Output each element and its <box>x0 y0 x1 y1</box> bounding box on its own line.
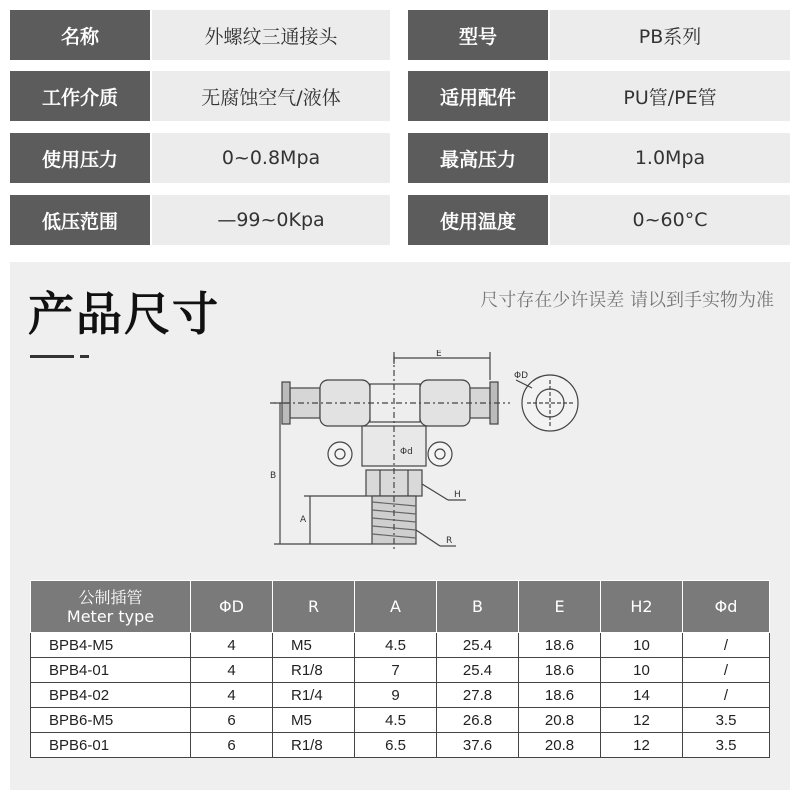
cell-B: 25.4 <box>437 633 519 658</box>
cell-A: 9 <box>355 683 437 708</box>
dimensions-panel <box>10 262 790 790</box>
cell-A: 4.5 <box>355 633 437 658</box>
drawing-label-phid: Φd <box>400 447 413 457</box>
cell-type: BPB4-M5 <box>31 633 191 658</box>
cell-R: M5 <box>273 708 355 733</box>
table-header-row <box>31 581 770 633</box>
table-row <box>31 683 770 708</box>
cell-H2: 12 <box>601 733 683 758</box>
cell-B: 27.8 <box>437 683 519 708</box>
cell-A: 4.5 <box>355 708 437 733</box>
cell-phid: / <box>683 633 770 658</box>
drawing-label-A: A <box>300 515 307 525</box>
drawing-label-phiD: ΦD <box>514 371 529 381</box>
spec-label-pressure: 使用压力 <box>10 133 150 183</box>
cell-R: R1/8 <box>273 658 355 683</box>
title-underline-dot <box>80 355 89 358</box>
header-type-en: Meter type <box>66 606 155 626</box>
cell-H2: 14 <box>601 683 683 708</box>
header-B: B <box>437 581 519 633</box>
cell-E: 18.6 <box>519 633 601 658</box>
cell-type: BPB4-02 <box>31 683 191 708</box>
cell-E: 18.6 <box>519 658 601 683</box>
drawing-label-B: B <box>270 471 277 481</box>
cell-type: BPB4-01 <box>31 658 191 683</box>
cell-phiD: 6 <box>191 733 273 758</box>
spec-label-low-pressure: 低压范围 <box>10 195 150 245</box>
cell-type: BPB6-M5 <box>31 708 191 733</box>
spec-row-1 <box>10 10 790 60</box>
cell-A: 7 <box>355 658 437 683</box>
spec-value-name: 外螺纹三通接头 <box>152 10 390 60</box>
spec-label-temperature: 使用温度 <box>408 195 548 245</box>
dimensions-table <box>30 580 770 758</box>
cell-phiD: 4 <box>191 633 273 658</box>
header-phid: Φd <box>683 581 770 633</box>
spec-row-3 <box>10 133 790 183</box>
header-A: A <box>355 581 437 633</box>
spec-label-fittings: 适用配件 <box>408 71 548 121</box>
cell-H2: 10 <box>601 633 683 658</box>
cell-phiD: 4 <box>191 658 273 683</box>
header-R: R <box>273 581 355 633</box>
spec-value-low-pressure: —99~0Kpa <box>152 195 390 245</box>
spec-value-temperature: 0~60°C <box>550 195 790 245</box>
cell-E: 18.6 <box>519 683 601 708</box>
spec-value-max-pressure: 1.0Mpa <box>550 133 790 183</box>
drawing-label-R: R <box>446 536 453 546</box>
header-H2: H2 <box>601 581 683 633</box>
cell-B: 26.8 <box>437 708 519 733</box>
spec-value-fittings: PU管/PE管 <box>550 71 790 121</box>
cell-phiD: 6 <box>191 708 273 733</box>
cell-R: M5 <box>273 633 355 658</box>
spec-value-model: PB系列 <box>550 10 790 60</box>
cell-phid: 3.5 <box>683 733 770 758</box>
title-underline <box>30 355 74 358</box>
cell-H2: 12 <box>601 708 683 733</box>
cell-R: R1/4 <box>273 683 355 708</box>
spec-value-pressure: 0~0.8Mpa <box>152 133 390 183</box>
spec-label-medium: 工作介质 <box>10 71 150 121</box>
tolerance-note: 尺寸存在少许误差 请以到手实物为准 <box>480 290 774 311</box>
header-E: E <box>519 581 601 633</box>
table-row <box>31 658 770 683</box>
section-title: 产品尺寸 <box>28 287 220 341</box>
table-row <box>31 633 770 658</box>
cell-H2: 10 <box>601 658 683 683</box>
cell-E: 20.8 <box>519 708 601 733</box>
spec-label-model: 型号 <box>408 10 548 60</box>
cell-phiD: 4 <box>191 683 273 708</box>
drawing-label-E: E <box>436 350 442 359</box>
cell-B: 25.4 <box>437 658 519 683</box>
cell-E: 20.8 <box>519 733 601 758</box>
header-type <box>31 581 191 633</box>
table-row <box>31 708 770 733</box>
spec-label-name: 名称 <box>10 10 150 60</box>
header-phiD: ΦD <box>191 581 273 633</box>
spec-label-max-pressure: 最高压力 <box>408 133 548 183</box>
cell-R: R1/8 <box>273 733 355 758</box>
header-type-cn: 公制插管 <box>78 587 143 607</box>
cell-phid: / <box>683 683 770 708</box>
table-row <box>31 733 770 758</box>
drawing-label-H: H <box>454 490 461 500</box>
cell-A: 6.5 <box>355 733 437 758</box>
spec-value-medium: 无腐蚀空气/液体 <box>152 71 390 121</box>
fitting-drawing <box>250 350 600 570</box>
cell-phid: 3.5 <box>683 708 770 733</box>
spec-row-4 <box>10 195 790 245</box>
spec-row-2 <box>10 71 790 121</box>
cell-phid: / <box>683 658 770 683</box>
cell-type: BPB6-01 <box>31 733 191 758</box>
cell-B: 37.6 <box>437 733 519 758</box>
